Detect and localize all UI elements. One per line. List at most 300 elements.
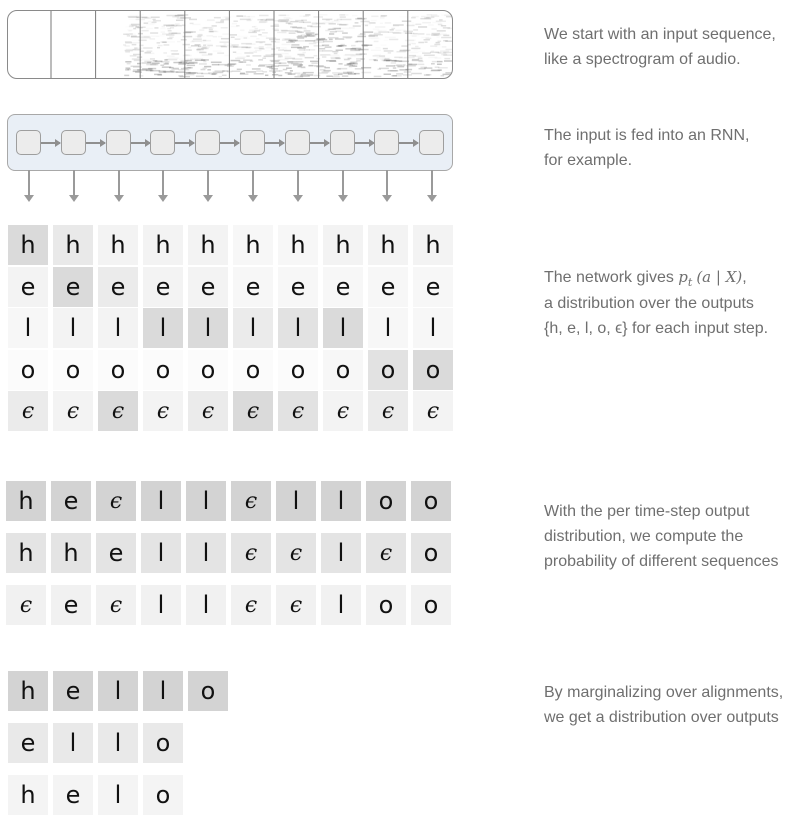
spectrogram-texture xyxy=(320,54,330,56)
recurrent-arrow xyxy=(399,142,418,144)
spectrogram-texture xyxy=(259,15,269,17)
output-arrow xyxy=(297,170,299,200)
token-cell: ϵ xyxy=(143,391,183,431)
spectrogram-texture xyxy=(334,20,338,22)
spectrogram-texture xyxy=(188,47,191,49)
spectrogram-texture xyxy=(132,42,141,44)
spectrogram-texture xyxy=(281,30,289,32)
spectrogram-texture xyxy=(236,25,239,27)
spectrogram-texture xyxy=(288,40,296,42)
spectrogram-texture xyxy=(392,32,399,34)
spectrogram-texture xyxy=(240,30,244,32)
spectrogram-texture xyxy=(203,61,206,63)
spectrogram-texture xyxy=(269,39,280,41)
token-cell: o xyxy=(413,350,453,390)
spectrogram-texture xyxy=(133,28,136,30)
token-cell: ϵ xyxy=(368,391,408,431)
spectrogram-texture xyxy=(252,55,261,57)
spectrogram-texture xyxy=(384,50,394,52)
spectrogram-texture xyxy=(422,52,431,54)
spectrogram-texture xyxy=(219,76,222,78)
spectrogram-texture xyxy=(126,49,136,51)
spectrogram-texture xyxy=(237,56,246,58)
spectrogram-texture xyxy=(238,49,246,51)
spectrogram-texture xyxy=(349,66,352,68)
spectrogram-texture xyxy=(332,76,339,78)
spectrogram-texture xyxy=(411,48,420,50)
spectrogram-texture xyxy=(400,50,411,52)
spectrogram-texture xyxy=(237,69,242,71)
spectrogram-texture xyxy=(286,21,292,23)
spectrogram-texture xyxy=(271,65,278,67)
spectrogram-texture xyxy=(310,26,320,28)
spectrogram-texture xyxy=(235,53,242,55)
spectrogram-texture xyxy=(162,26,165,28)
spectrogram-texture xyxy=(388,32,393,34)
token-cell: ϵ xyxy=(278,391,318,431)
caption-line: we get a distribution over outputs xyxy=(544,709,779,726)
spectrogram-texture xyxy=(224,43,227,45)
spectrogram-texture xyxy=(339,28,349,30)
recurrent-arrow xyxy=(86,142,105,144)
spectrogram-texture xyxy=(380,22,383,24)
spectrogram-texture xyxy=(124,75,129,77)
spectrogram-texture xyxy=(214,17,221,19)
spectrogram-texture xyxy=(125,42,132,44)
spectrogram-texture xyxy=(340,16,346,18)
spectrogram-texture xyxy=(428,57,437,59)
spectrogram-texture xyxy=(278,15,286,17)
rnn-cell xyxy=(150,130,175,155)
spectrogram-texture xyxy=(301,74,308,76)
token-cell: ϵ xyxy=(53,391,93,431)
token-cell: o xyxy=(368,350,408,390)
spectrogram-texture xyxy=(166,34,174,36)
spectrogram-texture xyxy=(365,25,368,27)
spectrogram-texture xyxy=(437,36,440,38)
spectrogram-texture xyxy=(169,67,174,69)
spectrogram-texture xyxy=(212,73,217,75)
spectrogram-texture xyxy=(305,57,314,59)
spectrogram-texture xyxy=(165,59,169,61)
spectrogram-texture xyxy=(170,27,174,29)
spectrogram-texture xyxy=(314,75,321,77)
spectrogram-texture xyxy=(305,40,315,42)
spectrogram-texture xyxy=(129,14,138,16)
spectrogram-texture xyxy=(160,28,165,30)
spectrogram-texture xyxy=(405,32,412,34)
token-cell: h xyxy=(98,225,138,265)
spectrogram-texture xyxy=(318,14,327,16)
spectrogram-texture xyxy=(128,16,138,18)
spectrogram-texture xyxy=(292,58,302,60)
token-cell: o xyxy=(411,533,451,573)
spectrogram-texture xyxy=(351,45,355,47)
spectrogram-texture xyxy=(335,31,343,33)
spectrogram-texture xyxy=(127,63,131,64)
spectrogram-texture xyxy=(329,23,336,25)
caption-sequences xyxy=(544,499,779,574)
spectrogram-texture xyxy=(203,44,206,46)
spectrogram-texture xyxy=(299,16,307,18)
spectrogram-texture xyxy=(269,68,273,70)
spectrogram-texture xyxy=(361,67,371,69)
spectrogram-texture xyxy=(207,19,215,21)
spectrogram-texture xyxy=(140,36,151,38)
spectrogram-texture xyxy=(132,44,137,46)
spectrogram-texture xyxy=(424,39,430,41)
token-cell: h xyxy=(188,225,228,265)
caption-line: The input is fed into an RNN, xyxy=(544,127,750,144)
token-cell: l xyxy=(276,481,316,521)
spectrogram-texture xyxy=(212,64,219,66)
spectrogram-texture xyxy=(330,55,339,57)
spectrogram-texture xyxy=(135,48,143,50)
spectrogram-texture xyxy=(278,49,284,51)
spectrogram-texture xyxy=(277,32,286,34)
spectrogram-texture xyxy=(383,48,388,50)
spectrogram-texture xyxy=(431,70,440,72)
spectrogram-texture xyxy=(284,50,291,52)
spectrogram-texture xyxy=(303,52,306,54)
spectrogram-texture xyxy=(243,37,247,39)
spectrogram-texture xyxy=(278,56,282,58)
spectrogram-texture xyxy=(125,45,130,47)
spectrogram-texture xyxy=(308,74,314,76)
spectrogram-texture xyxy=(410,35,420,37)
spectrogram-texture xyxy=(434,44,440,46)
spectrogram-texture xyxy=(246,64,251,66)
spectrogram-texture xyxy=(265,44,272,46)
spectrogram-texture xyxy=(401,45,407,47)
spectrogram-texture xyxy=(412,16,419,18)
token-cell: e xyxy=(51,585,91,625)
output-arrow xyxy=(252,170,254,200)
spectrogram-texture xyxy=(438,24,442,26)
spectrogram-texture xyxy=(213,50,222,52)
spectrogram-texture xyxy=(441,54,447,56)
spectrogram-texture xyxy=(352,15,358,17)
spectrogram-texture xyxy=(427,14,432,16)
token-cell: e xyxy=(413,267,453,307)
spectrogram-texture xyxy=(248,32,257,34)
token-cell: h xyxy=(368,225,408,265)
spectrogram-texture xyxy=(241,47,251,49)
spectrogram-texture xyxy=(187,65,195,67)
spectrogram-texture xyxy=(190,41,194,43)
token-cell: h xyxy=(8,671,48,711)
spectrogram-texture xyxy=(199,29,204,31)
spectrogram-texture xyxy=(414,49,418,51)
spectrogram-texture xyxy=(297,32,304,34)
token-cell: e xyxy=(188,267,228,307)
spectrogram-texture xyxy=(170,70,175,72)
spectrogram-texture xyxy=(221,27,228,29)
spectrogram-texture xyxy=(278,75,282,77)
caption-input xyxy=(544,22,776,72)
spectrogram-texture xyxy=(309,49,315,51)
spectrogram-texture xyxy=(148,70,152,72)
spectrogram-texture xyxy=(266,37,276,39)
spectrogram-texture xyxy=(347,63,357,65)
output-arrow xyxy=(118,170,120,200)
spectrogram-texture xyxy=(213,36,217,38)
spectrogram-texture xyxy=(439,32,443,33)
token-cell: o xyxy=(411,585,451,625)
token-cell: ϵ xyxy=(96,585,136,625)
spectrogram-texture xyxy=(329,39,333,41)
spectrogram-texture xyxy=(415,46,418,48)
spectrogram-texture xyxy=(125,67,130,69)
spectrogram-texture xyxy=(208,58,212,60)
spectrogram-texture xyxy=(375,47,380,49)
spectrogram-texture xyxy=(158,45,163,47)
spectrogram-texture xyxy=(323,41,333,43)
token-cell: ϵ xyxy=(323,391,363,431)
spectrogram-texture xyxy=(308,65,313,67)
spectrogram-texture xyxy=(252,68,261,70)
spectrogram-texture xyxy=(144,22,149,24)
caption-line xyxy=(544,265,768,291)
spectrogram-texture xyxy=(246,71,256,73)
recurrent-arrow xyxy=(41,142,60,144)
spectrogram-texture xyxy=(328,22,339,24)
spectrogram-texture xyxy=(267,66,272,68)
spectrogram-texture xyxy=(143,47,152,49)
token-cell: l xyxy=(141,585,181,625)
spectrogram-texture xyxy=(341,19,352,21)
spectrogram-texture xyxy=(368,35,378,37)
spectrogram-texture xyxy=(271,25,280,27)
spectrogram-texture xyxy=(181,68,188,70)
spectrogram-texture xyxy=(289,32,296,34)
token-cell: e xyxy=(8,267,48,307)
caption-line: probability of different sequences xyxy=(544,553,779,570)
token-cell: l xyxy=(278,308,318,348)
recurrent-arrow xyxy=(355,142,374,144)
token-cell: l xyxy=(141,481,181,521)
spectrogram-texture xyxy=(142,17,149,19)
spectrogram-texture xyxy=(183,36,193,38)
spectrogram-texture xyxy=(183,44,190,46)
caption-text: The network gives xyxy=(544,269,679,286)
spectrogram-texture xyxy=(193,38,202,40)
spectrogram-texture xyxy=(297,37,304,39)
spectrogram-texture xyxy=(353,25,361,27)
rnn-cell xyxy=(374,130,399,155)
spectrogram-texture xyxy=(278,65,288,67)
spectrogram-texture xyxy=(163,24,174,26)
token-cell: o xyxy=(411,481,451,521)
spectrogram-texture xyxy=(130,55,137,57)
spectrogram-texture xyxy=(376,30,382,32)
spectrogram-texture xyxy=(305,32,314,34)
spectrogram-texture xyxy=(435,66,440,68)
spectrogram-texture xyxy=(374,76,382,78)
spectrogram-texture xyxy=(217,52,224,54)
spectrogram-texture xyxy=(157,74,162,76)
spectrogram-texture xyxy=(181,39,187,41)
spectrogram-texture xyxy=(375,26,385,28)
spectrogram-texture xyxy=(386,65,395,67)
token-cell: l xyxy=(53,308,93,348)
spectrogram-texture xyxy=(420,67,427,69)
token-cell: ϵ xyxy=(276,533,316,573)
token-cell: ϵ xyxy=(188,391,228,431)
spectrogram-texture xyxy=(409,64,418,65)
spectrogram-texture xyxy=(216,22,224,24)
spectrogram-texture xyxy=(418,51,425,53)
spectrogram-texture xyxy=(295,20,303,22)
spectrogram-texture xyxy=(220,41,229,43)
rnn-cell xyxy=(16,130,41,155)
spectrogram-texture xyxy=(409,55,416,57)
spectrogram-texture xyxy=(186,72,196,74)
spectrogram-texture xyxy=(424,41,427,43)
spectrogram-texture xyxy=(144,53,154,55)
output-arrow xyxy=(386,170,388,200)
spectrogram-texture xyxy=(299,55,305,57)
token-cell: e xyxy=(98,267,138,307)
spectrogram-texture xyxy=(322,19,332,21)
spectrogram-texture xyxy=(167,41,175,43)
spectrogram-texture xyxy=(150,58,155,60)
spectrogram-texture xyxy=(235,58,245,60)
caption-line: for example. xyxy=(544,152,633,169)
spectrogram-texture xyxy=(174,51,178,53)
spectrogram-texture xyxy=(141,30,148,32)
spectrogram-texture xyxy=(431,63,435,64)
spectrogram-texture xyxy=(443,74,452,76)
spectrogram-texture xyxy=(221,38,230,40)
token-cell: e xyxy=(53,671,93,711)
spectrogram-texture xyxy=(246,43,256,45)
token-cell: o xyxy=(366,481,406,521)
token-cell: e xyxy=(51,481,91,521)
spectrogram-texture xyxy=(404,57,415,59)
spectrogram-texture xyxy=(357,36,366,38)
rnn-cell xyxy=(285,130,310,155)
spectrogram-texture xyxy=(155,61,163,63)
spectrogram-texture xyxy=(393,24,404,26)
spectrogram-texture xyxy=(442,46,447,48)
spectrogram-texture xyxy=(437,41,441,43)
spectrogram-texture xyxy=(412,43,416,45)
spectrogram-texture xyxy=(314,55,318,57)
spectrogram-texture xyxy=(222,33,230,35)
spectrogram-texture xyxy=(272,28,278,30)
spectrogram-texture xyxy=(176,20,183,22)
spectrogram-texture xyxy=(304,28,307,30)
spectrogram-texture xyxy=(430,45,437,47)
spectrogram-texture xyxy=(265,50,274,52)
spectrogram-texture xyxy=(291,44,299,46)
spectrogram-texture xyxy=(329,33,334,35)
spectrogram-texture xyxy=(203,40,207,42)
spectrogram-texture xyxy=(141,62,152,64)
recurrent-arrow xyxy=(265,142,284,144)
spectrogram-texture xyxy=(331,57,341,59)
caption-rnn xyxy=(544,123,749,173)
token-cell: e xyxy=(8,723,48,763)
spectrogram-texture xyxy=(274,30,279,32)
spectrogram-texture xyxy=(164,44,170,46)
token-cell: h xyxy=(278,225,318,265)
spectrogram-texture xyxy=(360,21,369,23)
spectrogram-texture xyxy=(238,61,243,63)
spectrogram-texture xyxy=(266,54,275,56)
spectrogram-texture xyxy=(131,36,140,38)
spectrogram-texture xyxy=(426,17,434,19)
spectrogram-texture xyxy=(412,59,419,61)
caption-line: We start with an input sequence, xyxy=(544,26,776,43)
spectrogram-texture xyxy=(258,34,261,36)
caption-text: , xyxy=(742,269,747,286)
spectrogram-texture xyxy=(233,52,236,54)
spectrogram-texture xyxy=(211,62,222,64)
spectrogram-texture xyxy=(307,35,314,37)
spectrogram-texture xyxy=(401,32,406,34)
spectrogram-texture xyxy=(345,48,356,50)
spectrogram-texture xyxy=(185,49,191,51)
spectrogram-texture xyxy=(441,37,451,39)
spectrogram-texture xyxy=(202,35,205,37)
spectrogram-texture xyxy=(293,64,303,66)
spectrogram-texture xyxy=(157,47,160,49)
spectrogram-texture xyxy=(301,67,306,69)
spectrogram-texture xyxy=(149,38,155,40)
spectrogram-texture xyxy=(157,42,161,44)
spectrogram-texture xyxy=(369,22,375,24)
spectrogram-texture xyxy=(269,70,280,72)
spectrogram-texture xyxy=(373,28,380,30)
spectrogram-texture xyxy=(384,73,391,75)
spectrogram-texture xyxy=(231,60,241,62)
spectrogram-texture xyxy=(433,22,442,24)
spectrogram-texture xyxy=(311,62,317,64)
rnn-cell xyxy=(330,130,355,155)
spectrogram-texture xyxy=(430,34,436,36)
spectrogram-texture xyxy=(232,70,241,72)
token-cell: ϵ xyxy=(231,585,271,625)
spectrogram-texture xyxy=(248,16,256,17)
spectrogram-texture xyxy=(254,26,257,28)
spectrogram-texture xyxy=(271,61,279,63)
spectrogram-texture xyxy=(446,16,452,18)
spectrogram-texture xyxy=(431,50,434,52)
token-cell: l xyxy=(186,533,226,573)
spectrogram-texture xyxy=(437,33,446,35)
spectrogram-texture xyxy=(222,75,227,77)
spectrogram-texture xyxy=(326,75,332,77)
spectrogram-texture xyxy=(418,57,423,59)
spectrogram-texture xyxy=(384,40,389,42)
spectrogram-texture xyxy=(206,35,213,37)
spectrogram-texture xyxy=(371,20,377,22)
recurrent-arrow xyxy=(175,142,194,144)
spectrogram-texture xyxy=(316,22,324,24)
spectrogram-texture xyxy=(167,38,172,40)
token-cell: h xyxy=(233,225,273,265)
spectrogram-texture xyxy=(418,33,425,35)
token-cell: l xyxy=(233,308,273,348)
token-cell: l xyxy=(368,308,408,348)
spectrogram-texture xyxy=(328,37,339,39)
spectrogram-texture xyxy=(154,27,158,29)
spectrogram-texture xyxy=(306,34,316,36)
spectrogram-texture xyxy=(391,28,395,30)
spectrogram-texture xyxy=(426,74,431,76)
